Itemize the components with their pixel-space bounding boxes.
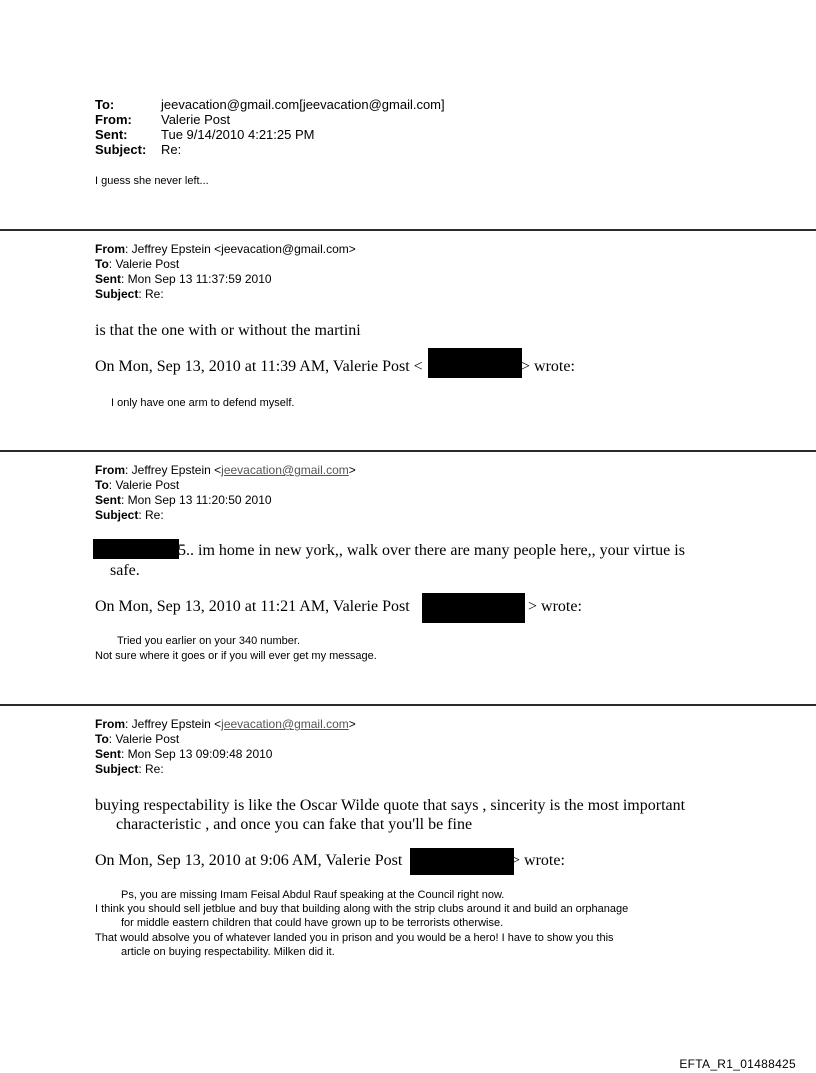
- message-2-sent: [95, 493, 272, 508]
- header-body: I guess she never left...: [95, 175, 209, 187]
- message-3-body-line-2: characteristic , and once you can fake that you'll be fine: [116, 816, 473, 833]
- message-2-to: [95, 478, 179, 493]
- header-from-value: Valerie Post: [161, 112, 231, 127]
- message-2-body-line-2: safe.: [110, 562, 140, 579]
- message-1-sent-label: Sent: [95, 272, 122, 286]
- message-1-from: [95, 242, 356, 257]
- message-1-to-value: : Valerie Post: [108, 257, 180, 271]
- message-1-from-label: From: [95, 242, 125, 256]
- message-1-quote-line-1: I only have one arm to defend myself.: [111, 397, 295, 409]
- divider-2: [0, 450, 816, 452]
- header-to-row: [95, 97, 445, 112]
- message-3-quote-line-2: I think you should sell jetblue and buy that building along with the strip clubs around it and build an orphanage: [95, 903, 629, 915]
- header-from-label: From:: [95, 112, 132, 127]
- message-3-quote-line-1: Ps, you are missing Imam Feisal Abdul Rauf speaking at the Council right now.: [121, 889, 505, 901]
- header-subject-row: [95, 142, 181, 157]
- document-id: EFTA_R1_01488425: [679, 1057, 796, 1071]
- header-to-label: To:: [95, 97, 115, 112]
- message-1-subject: [95, 287, 164, 302]
- message-3-from-email-link[interactable]: jeevacation@gmail.com: [221, 717, 349, 731]
- message-1-body: is that the one with or without the martini: [95, 322, 361, 339]
- header-to-value: jeevacation@gmail.com[jeevacation@gmail.com]: [161, 97, 445, 112]
- message-2-from-email-link[interactable]: jeevacation@gmail.com: [221, 463, 349, 477]
- message-3-quote-line-5: article on buying respectability. Milken did it.: [121, 946, 335, 958]
- message-1-subject-value: : Re:: [138, 287, 164, 301]
- message-3-from-close: >: [348, 717, 356, 731]
- divider-3: [0, 704, 816, 706]
- message-2-subject: [95, 508, 164, 523]
- message-2-quote-intro-b: > wrote:: [528, 598, 582, 615]
- message-2-from-close: >: [348, 463, 356, 477]
- message-2-from-name: : Jeffrey Epstein <: [125, 463, 222, 477]
- message-2-to-label: To: [95, 478, 109, 492]
- message-1-subject-label: Subject: [95, 287, 139, 301]
- message-3-quote-intro-b: > wrote:: [511, 852, 565, 869]
- divider-1: [0, 229, 816, 231]
- message-3-sent-label: Sent: [95, 747, 122, 761]
- message-3-to-value: : Valerie Post: [108, 732, 180, 746]
- message-3-from: [95, 717, 356, 732]
- message-3-sent: [95, 747, 272, 762]
- message-3-to-label: To: [95, 732, 109, 746]
- message-3-sent-value: : Mon Sep 13 09:09:48 2010: [121, 747, 273, 761]
- redaction-box: [410, 848, 514, 875]
- message-1-quote-intro-a: On Mon, Sep 13, 2010 at 11:39 AM, Valerie Post <: [95, 358, 423, 375]
- message-2-to-value: : Valerie Post: [108, 478, 180, 492]
- message-2-quote-line-2: Not sure where it goes or if you will ever get my message.: [95, 650, 377, 662]
- header-subject-label: Subject:: [95, 142, 147, 157]
- message-3-from-name: : Jeffrey Epstein <: [125, 717, 222, 731]
- message-3-to: [95, 732, 179, 747]
- header-from-row: [95, 112, 230, 127]
- message-2-quote-intro-a: On Mon, Sep 13, 2010 at 11:21 AM, Valerie Post: [95, 598, 410, 615]
- message-2-body-line-1: 5.. im home in new york,, walk over there are many people here,, your virtue is: [178, 542, 685, 559]
- message-3-quote-intro-a: On Mon, Sep 13, 2010 at 9:06 AM, Valerie Post: [95, 852, 403, 869]
- message-3-quote-line-3: for middle eastern children that could have grown up to be terrorists otherwise.: [121, 917, 504, 929]
- message-2-sent-value: : Mon Sep 13 11:20:50 2010: [121, 493, 272, 507]
- message-3-quote-line-4: That would absolve you of whatever landed you in prison and you would be a hero! I have to show you this: [95, 932, 614, 944]
- redaction-box: [422, 593, 525, 623]
- message-2-from-label: From: [95, 463, 125, 477]
- message-1-from-close: >: [348, 242, 356, 256]
- message-2-subject-value: : Re:: [138, 508, 164, 522]
- message-1-sent: [95, 272, 272, 287]
- message-3-body-line-1: buying respectability is like the Oscar Wilde quote that says , sincerity is the most important: [95, 797, 686, 814]
- message-1-from-name: : Jeffrey Epstein <: [125, 242, 222, 256]
- header-subject-value: Re:: [161, 142, 182, 157]
- message-1-sent-value: : Mon Sep 13 11:37:59 2010: [121, 272, 272, 286]
- message-1-from-email: jeevacation@gmail.com: [221, 242, 349, 256]
- message-2-subject-label: Subject: [95, 508, 139, 522]
- message-1-to-label: To: [95, 257, 109, 271]
- header-sent-row: [95, 127, 314, 142]
- message-2-quote-line-1: Tried you earlier on your 340 number.: [117, 635, 301, 647]
- message-3-subject: [95, 762, 164, 777]
- message-1-quote-intro-b: > wrote:: [521, 358, 575, 375]
- redaction-box: [428, 348, 522, 378]
- header-sent-value: Tue 9/14/2010 4:21:25 PM: [161, 127, 315, 142]
- message-1-to: [95, 257, 179, 272]
- message-2-sent-label: Sent: [95, 493, 122, 507]
- message-2-from: [95, 463, 356, 478]
- header-sent-label: Sent:: [95, 127, 128, 142]
- redaction-box: [93, 539, 179, 559]
- message-3-subject-label: Subject: [95, 762, 139, 776]
- message-3-subject-value: : Re:: [138, 762, 164, 776]
- message-3-from-label: From: [95, 717, 125, 731]
